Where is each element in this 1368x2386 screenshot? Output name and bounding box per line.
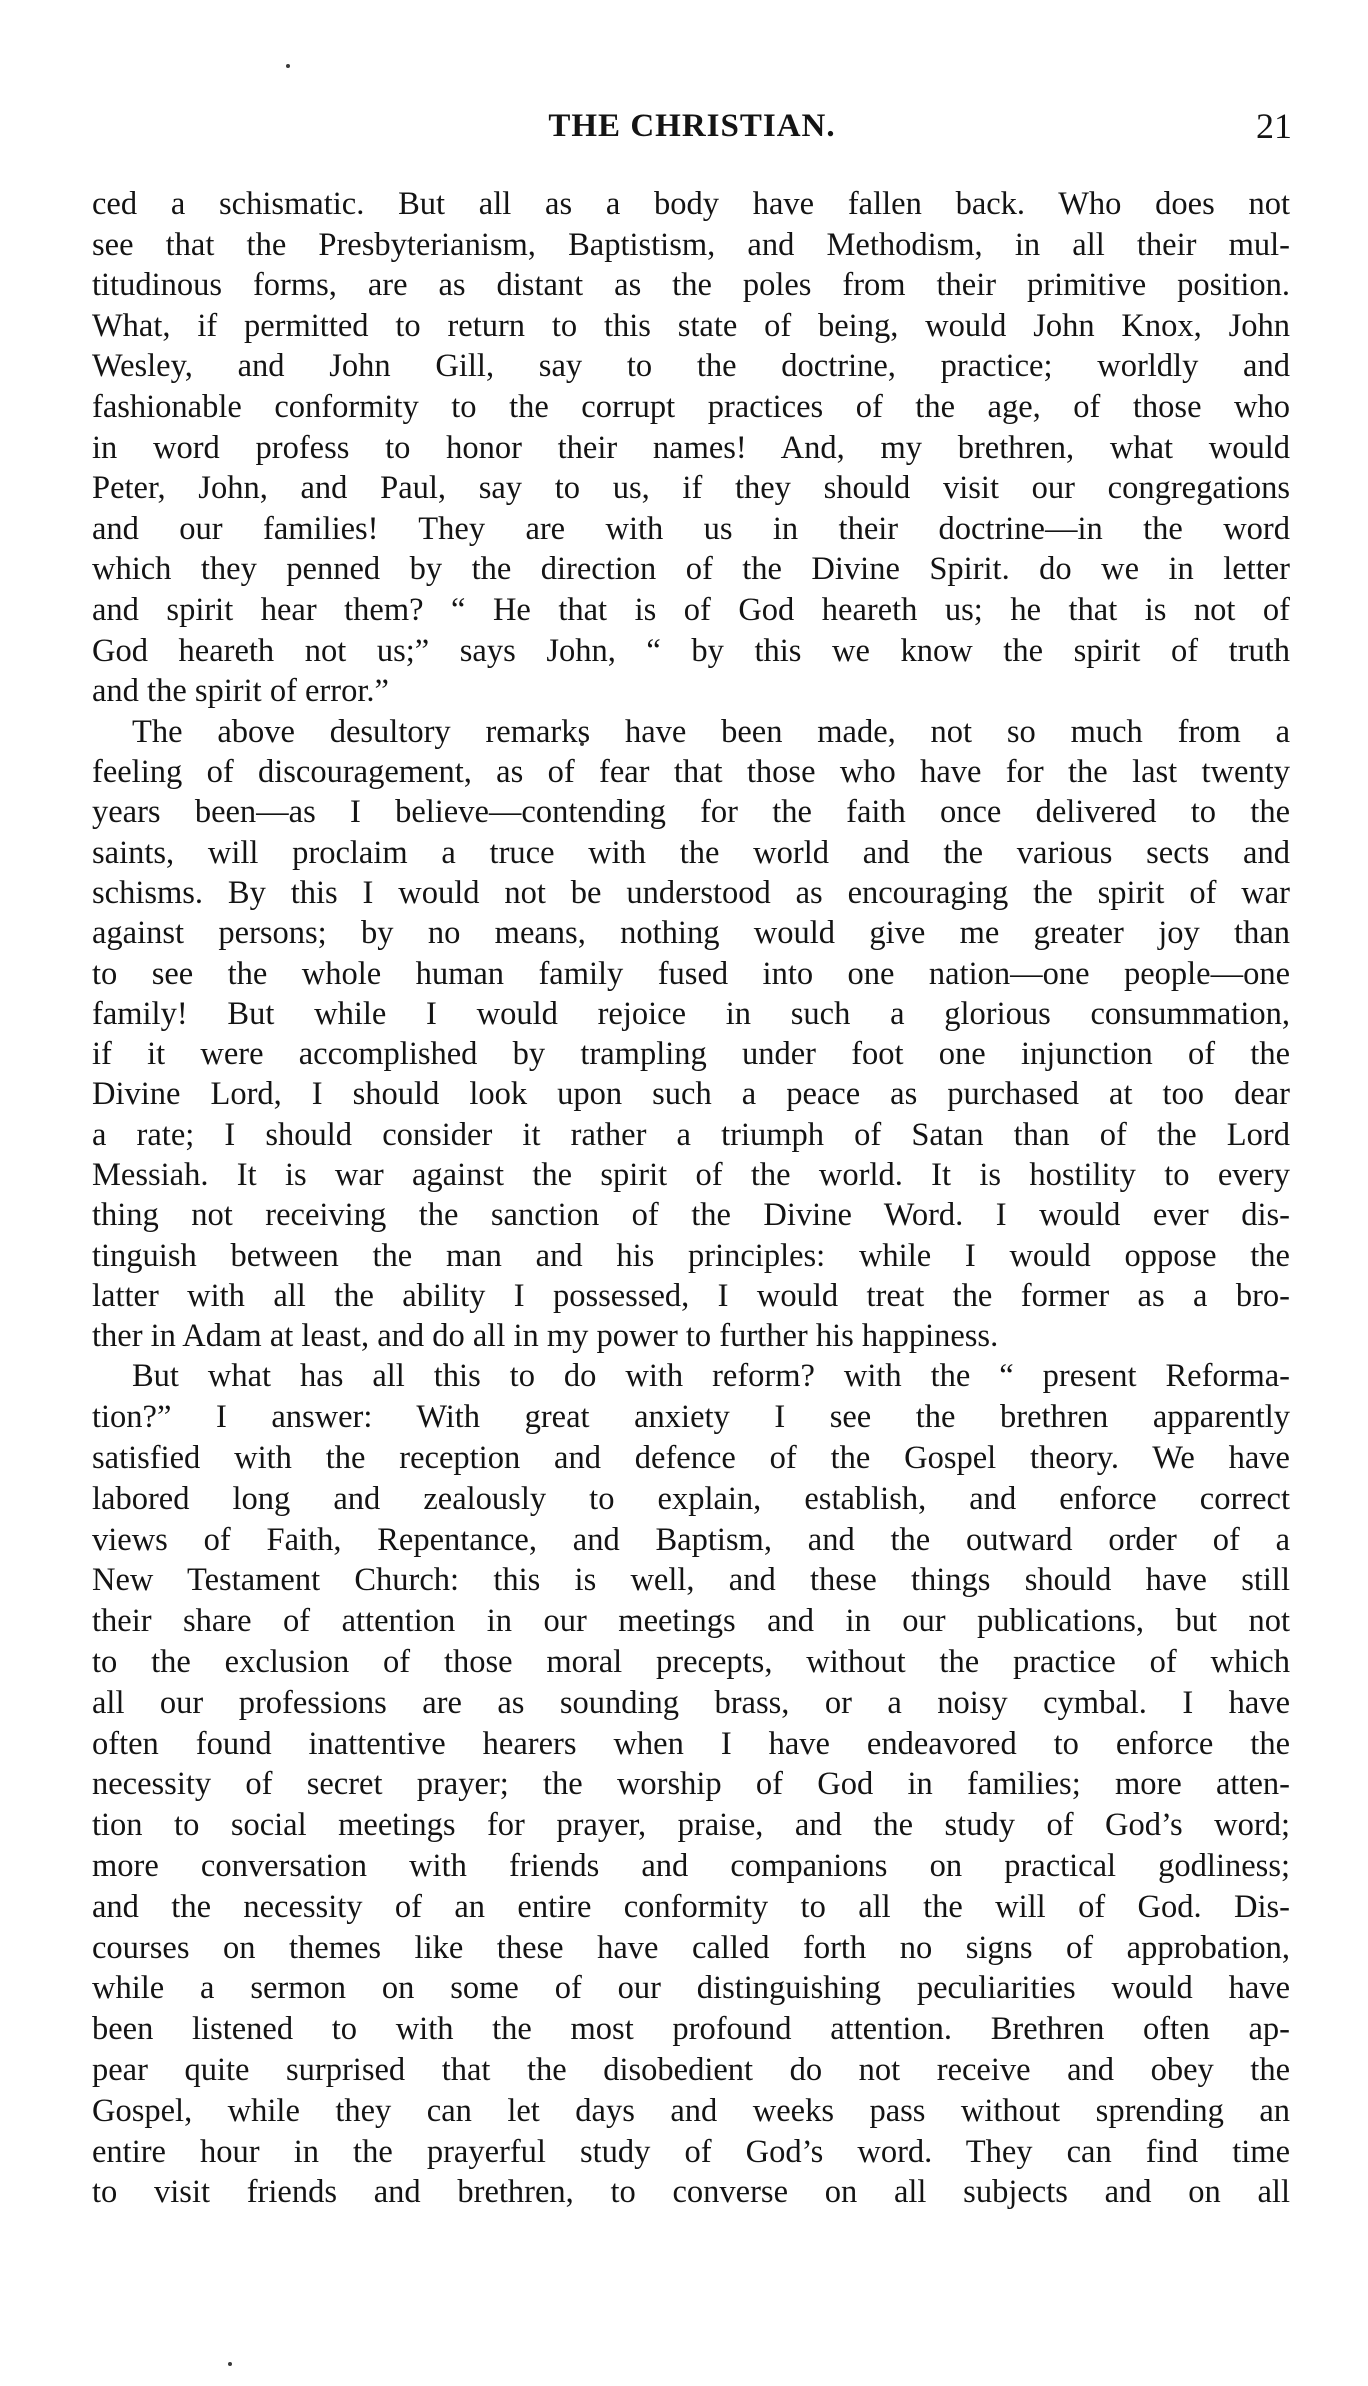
text-line: and the spirit of error.” bbox=[92, 673, 389, 710]
text-line: New Testament Church: this is well, and these things should have still bbox=[92, 1562, 1290, 1599]
text-line: Peter, John, and Paul, say to us, if they should visit our congregations bbox=[92, 470, 1290, 507]
text-line: see that the Presbyterianism, Baptistism, and Methodism, in all their mul- bbox=[92, 226, 1290, 263]
text-line: views of Faith, Repentance, and Baptism, and the outward order of a bbox=[92, 1521, 1290, 1558]
text-line: often found inattentive hearers when I have endeavored to enforce the bbox=[92, 1725, 1290, 1762]
text-line: saints, will proclaim a truce with the world and the various sects and bbox=[92, 834, 1290, 871]
text-line: labored long and zealously to explain, establish, and enforce correct bbox=[92, 1480, 1290, 1517]
text-line: to the exclusion of those moral precepts, without the practice of which bbox=[92, 1644, 1290, 1681]
text-line: Wesley, and John Gill, say to the doctrine, practice; worldly and bbox=[92, 348, 1290, 385]
text-line: pear quite surprised that the disobedient do not receive and obey the bbox=[92, 2052, 1290, 2089]
text-line: fashionable conformity to the corrupt practices of the age, of those who bbox=[92, 388, 1290, 425]
text-line: ther in Adam at least, and do all in my power to further his happiness. bbox=[92, 1318, 999, 1355]
text-line: while a sermon on some of our distinguishing peculiarities would have bbox=[92, 1970, 1290, 2007]
text-line: years been—as I believe—contending for the faith once delivered to the bbox=[92, 794, 1290, 831]
text-line: been listened to with the most profound attention. Brethren often ap- bbox=[92, 2011, 1290, 2048]
text-line: God heareth not us;” says John, “ by this we know the spirit of truth bbox=[92, 632, 1290, 669]
text-line: entire hour in the prayerful study of God’s word. They can find time bbox=[92, 2133, 1290, 2170]
text-line: ced a schismatic. But all as a body have fallen back. Who does not bbox=[92, 186, 1290, 222]
text-line: courses on themes like these have called forth no signs of approbation, bbox=[92, 1929, 1290, 1966]
paragraph bbox=[92, 712, 1290, 1357]
text-line: titudinous forms, are as distant as the poles from their primitive position. bbox=[92, 267, 1290, 304]
body-text bbox=[92, 184, 1290, 2213]
text-line: Gospel, while they can let days and weeks pass without sprending an bbox=[92, 2092, 1290, 2129]
page-number: 21 bbox=[1256, 106, 1292, 146]
text-line: But what has all this to do with reform? with the “ present Reforma- bbox=[132, 1358, 1290, 1395]
text-line: to see the whole human family fused into one nation—one people—one bbox=[92, 955, 1290, 992]
text-line: schisms. By this I would not be understood as encouraging the spirit of war bbox=[92, 874, 1290, 911]
text-line: against persons; by no means, nothing would give me greater joy than bbox=[92, 915, 1290, 952]
text-line: all our professions are as sounding brass, or a noisy cymbal. I have bbox=[92, 1684, 1290, 1721]
text-line: What, if permitted to return to this state of being, would John Knox, John bbox=[92, 307, 1290, 344]
text-line: The above desultory remarks have been made, not so much from a bbox=[132, 713, 1290, 750]
print-speck bbox=[286, 64, 290, 68]
text-line: satisfied with the reception and defence of the Gospel theory. We have bbox=[92, 1440, 1290, 1477]
running-title: THE CHRISTIAN. bbox=[548, 108, 836, 144]
text-line: in word profess to honor their names! And, my brethren, what would bbox=[92, 429, 1290, 466]
text-line: tinguish between the man and his principles: while I would oppose the bbox=[92, 1237, 1290, 1274]
text-line: tion?” I answer: With great anxiety I see the brethren apparently bbox=[92, 1399, 1290, 1436]
text-line: latter with all the ability I possessed, I would treat the former as a bro- bbox=[92, 1277, 1290, 1314]
text-line: tion to social meetings for prayer, praise, and the study of God’s word; bbox=[92, 1807, 1290, 1844]
text-line: thing not receiving the sanction of the Divine Word. I would ever dis- bbox=[92, 1197, 1290, 1234]
paragraph bbox=[92, 184, 1290, 712]
text-line: and the necessity of an entire conformity to all the will of God. Dis- bbox=[92, 1888, 1290, 1925]
text-line: family! But while I would rejoice in such a glorious consummation, bbox=[92, 995, 1290, 1032]
paragraph bbox=[92, 1356, 1290, 2213]
text-line: and our families! They are with us in their doctrine—in the word bbox=[92, 510, 1290, 547]
text-line: necessity of secret prayer; the worship of God in families; more atten- bbox=[92, 1766, 1290, 1803]
text-line: their share of attention in our meetings and in our publications, but not bbox=[92, 1603, 1290, 1640]
text-line: which they penned by the direction of the Divine Spirit. do we in letter bbox=[92, 551, 1290, 588]
text-line: if it were accomplished by trampling under foot one injunction of the bbox=[92, 1036, 1290, 1073]
print-speck bbox=[228, 2362, 232, 2366]
text-line: more conversation with friends and companions on practical godliness; bbox=[92, 1848, 1290, 1885]
text-line: and spirit hear them? “ He that is of God heareth us; he that is not of bbox=[92, 591, 1290, 628]
text-line: feeling of discouragement, as of fear that those who have for the last twenty bbox=[92, 754, 1290, 791]
page-header bbox=[92, 104, 1292, 148]
text-line: to visit friends and brethren, to converse on all subjects and on all bbox=[92, 2174, 1290, 2211]
text-line: a rate; I should consider it rather a triumph of Satan than of the Lord bbox=[92, 1116, 1290, 1153]
text-line: Divine Lord, I should look upon such a peace as purchased at too dear bbox=[92, 1076, 1290, 1113]
text-line: Messiah. It is war against the spirit of the world. It is hostility to every bbox=[92, 1156, 1290, 1193]
